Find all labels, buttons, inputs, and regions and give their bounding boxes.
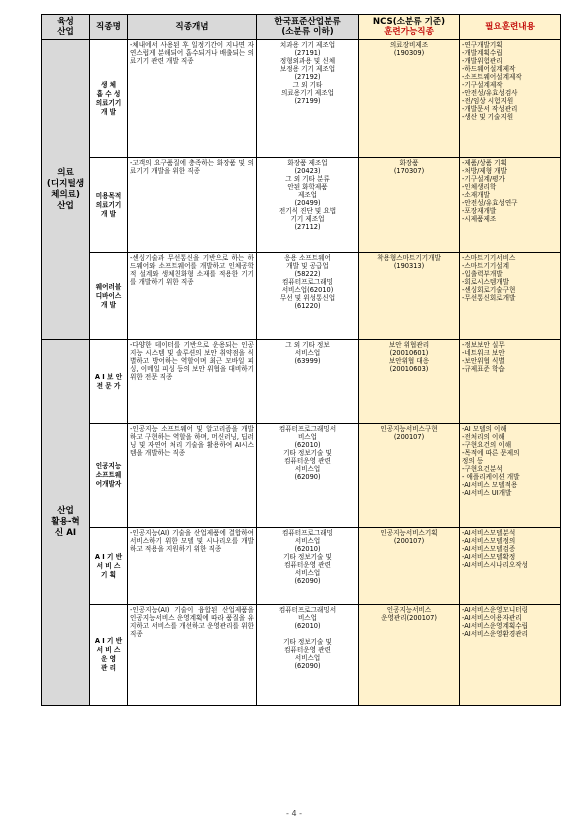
job-concept-cell: -인공지능(AI) 기술이 융합된 산업제품을 인공지능서비스 운영계획에 따라 품질을 유지하고 서비스를 개선하고 운영관리를 위한 직종: [128, 605, 257, 706]
training-need-item: -생산 및 기술지원: [462, 113, 514, 121]
ncs-cell: 인공지능서비스 운영관리(200107): [359, 605, 460, 706]
job-concept-cell: -인공지능 소프트웨어 및 알고리즘을 개발하고 구현하는 역할을 하며, 머신러닝, 딥러닝 및 자연어 처리 기술을 활용하여 AI시스템을 개발하는 직종: [128, 424, 257, 528]
training-need-item: -구현요건분석: [462, 465, 503, 473]
ncs-cell: 착용형스마트기기개발 (190313): [359, 253, 460, 340]
job-concept-cell: -인공지능(AI) 기술을 산업제품에 결합하여 서비스하기 위한 모델 및 시나리오를 개발하고 적용을 지원하기 위한 직종: [128, 528, 257, 605]
training-need-item: -AI서비스 모델적용: [462, 481, 518, 489]
table-row: [42, 340, 561, 424]
training-need-item: -AI서비스모델정의: [462, 537, 516, 545]
header-sector: 육성 산업: [42, 15, 90, 40]
training-need-item: -스마트기기서비스: [462, 254, 516, 262]
training-need-item: -구현요건의 이해: [462, 441, 512, 449]
training-need-item: -AI서비스모델확정: [462, 553, 516, 561]
training-need-item: -무선통신회로개발: [462, 294, 516, 302]
training-need-item: -AI서비스 UI개발: [462, 489, 512, 497]
job-name-cell: 웨어러블 디바이스 개 발: [90, 253, 128, 340]
training-need-item: -전/임상 시험지원: [462, 97, 514, 105]
header-training-needs: 필요훈련내용: [460, 15, 561, 40]
training-need-item: -소재개발: [462, 191, 490, 199]
training-need-item: -제품/상품 기획: [462, 159, 507, 167]
header-job-name: 직종명: [90, 15, 128, 40]
training-need-item: -AI 모델의 이해: [462, 425, 507, 433]
training-need-item: -입출력부개발: [462, 270, 503, 278]
sector-cell: 의료 (디지털생 체의료) 산업: [42, 40, 90, 340]
job-name-cell: 생 체 흡 수 성 의료기기 개 발: [90, 40, 128, 158]
table-row: [42, 605, 561, 706]
training-need-item: -네트워크 보안: [462, 349, 505, 357]
training-need-item: -AI서비스시나리오작성: [462, 561, 529, 569]
job-concept-cell: -센싱기술과 무선통신을 기반으로 하는 하드웨어와 소프트웨어를 개발하고 인체공학적 설계와 생체친화형 소재를 적용한 기기를 개발하기 위한 직종: [128, 253, 257, 340]
sector-cell: 산업 활용-혁 신 AI: [42, 340, 90, 706]
training-needs-cell: [460, 158, 561, 253]
job-concept-cell: -체내에서 사용된 후 일정기간이 지나면 자연스럽게 분해되어 흡수되거나 배출되는 의료기기 관련 개발 직종: [128, 40, 257, 158]
training-need-item: -개발문서 작성관리: [462, 105, 518, 113]
table-row: [42, 528, 561, 605]
job-name-cell: A I 보 안 전 문 가: [90, 340, 128, 424]
training-need-item: -개발계획수립: [462, 49, 503, 57]
job-concept-cell: -다양한 데이터를 기반으로 운용되는 인공지능 시스템 및 솔루션의 보안 취약점을 식별하고 방어하는 역할이며 최근 모바일 피싱, 이메일 피싱 등의 보안 위협을 대비하기 위한 전문 직종: [128, 340, 257, 424]
training-needs-cell: [460, 528, 561, 605]
training-need-item: -안전성/유효성연구: [462, 199, 518, 207]
ksic-cell: 컴퓨터프로그래밍 서비스업 (62010) 기타 정보기술 및 컴퓨터운영 관련 서비스업 (62090): [257, 528, 359, 605]
training-need-item: -처방/제형 개발: [462, 167, 507, 175]
job-name-cell: A I 기 반 서 비 스 운 영 관 리: [90, 605, 128, 706]
ncs-cell: 화장품 (170307): [359, 158, 460, 253]
training-need-item: -개발위험관리: [462, 57, 503, 65]
training-needs-cell: [460, 605, 561, 706]
training-need-item: -AI서비스모델검증: [462, 545, 516, 553]
training-need-item: -AI서비스이용자관리: [462, 614, 522, 622]
training-need-item: -AI서비스운영환경관리: [462, 630, 529, 638]
ksic-cell: 그 외 기타 정보 서비스업 (63999): [257, 340, 359, 424]
page-number: - 4 -: [286, 809, 302, 818]
training-need-item: -안전성/유효성검사: [462, 89, 518, 97]
training-need-item: -시제품제조: [462, 215, 497, 223]
training-needs-cell: [460, 40, 561, 158]
table-row: [42, 40, 561, 158]
training-need-item: -기구설계/평가: [462, 175, 505, 183]
ksic-cell: 화장품 제조업 (20423) 그 외 기타 분류 안된 화학제품 제조업 (20499) 전기식 진단 및 요법 기기 제조업 (27112): [257, 158, 359, 253]
job-name-cell: 미용목적 의료기기 개 발: [90, 158, 128, 253]
training-need-item: -정보보안 실무: [462, 341, 505, 349]
training-need-item: -보안위협 식별: [462, 357, 505, 365]
training-need-item: -AI서비스운영모니터링: [462, 606, 529, 614]
training-need-item: -스마트기기설계: [462, 262, 509, 270]
ncs-cell: 의료장비제조 (190309): [359, 40, 460, 158]
job-name-cell: A I 기 반 서 비 스 기 획: [90, 528, 128, 605]
table-row: [42, 158, 561, 253]
ncs-cell: 인공지능서비스기획 (200107): [359, 528, 460, 605]
header-row: [42, 15, 561, 40]
job-concept-cell: -고객의 요구품질에 충족하는 화장품 및 의료기기 개발을 위한 직종: [128, 158, 257, 253]
table-row: [42, 424, 561, 528]
ksic-cell: 컴퓨터프로그래밍서 비스업 (62010) 기타 정보기술 및 컴퓨터운영 관련 서비스업 (62090): [257, 605, 359, 706]
job-name-cell: 인공지능 소프트웨 어개발자: [90, 424, 128, 528]
training-need-item: - 애플리케이션 개발: [462, 473, 520, 481]
training-need-item: -목적에 따른 문제의: [462, 449, 520, 457]
training-need-item: -소프트웨어설계제작: [462, 73, 522, 81]
training-need-item: -하드웨어설계제작: [462, 65, 516, 73]
training-need-item: -회로시스템개발: [462, 278, 509, 286]
header-job-concept: 직종개념: [128, 15, 257, 40]
header-ncs: NCS(소분류 기준) 훈련가능직종: [359, 15, 460, 40]
training-needs-cell: [460, 340, 561, 424]
ncs-cell: 보안 위협관리 (20010601) 보안위협 대응 (20010603): [359, 340, 460, 424]
training-need-item: -연구개발기획: [462, 41, 503, 49]
ksic-cell: 치과용 기기 제조업 (27191) 정형외과용 및 신체 보정용 기기 제조업 (27192) 그 외 기타 의료용기기 제조업 (27199): [257, 40, 359, 158]
training-need-item: 정의 등: [462, 457, 484, 465]
training-needs-cell: [460, 253, 561, 340]
training-needs-cell: [460, 424, 561, 528]
training-need-item: -AI서비스운영계획수립: [462, 622, 529, 630]
training-need-item: -센싱회로기술구현: [462, 286, 516, 294]
header-ksic: 한국표준산업분류 (소분류 이하): [257, 15, 359, 40]
ksic-cell: 컴퓨터프로그래밍서 비스업 (62010) 기타 정보기술 및 컴퓨터운영 관련 서비스업 (62090): [257, 424, 359, 528]
training-need-item: -기구설계제작: [462, 81, 503, 89]
training-need-item: -전처리의 이해: [462, 433, 505, 441]
ksic-cell: 응용 소프트웨어 개발 및 공급업 (58222) 컴퓨터프로그래밍 서비스업(62010) 무선 및 위성통신업 (61220): [257, 253, 359, 340]
table-row: [42, 253, 561, 340]
training-need-item: -규제표준 학습: [462, 365, 505, 373]
industry-job-table: [41, 14, 561, 706]
ncs-cell: 인공지능서비스구현 (200107): [359, 424, 460, 528]
training-need-item: -AI서비스모델분석: [462, 529, 516, 537]
training-need-item: -인체생리학: [462, 183, 497, 191]
training-need-item: -포장재개발: [462, 207, 497, 215]
